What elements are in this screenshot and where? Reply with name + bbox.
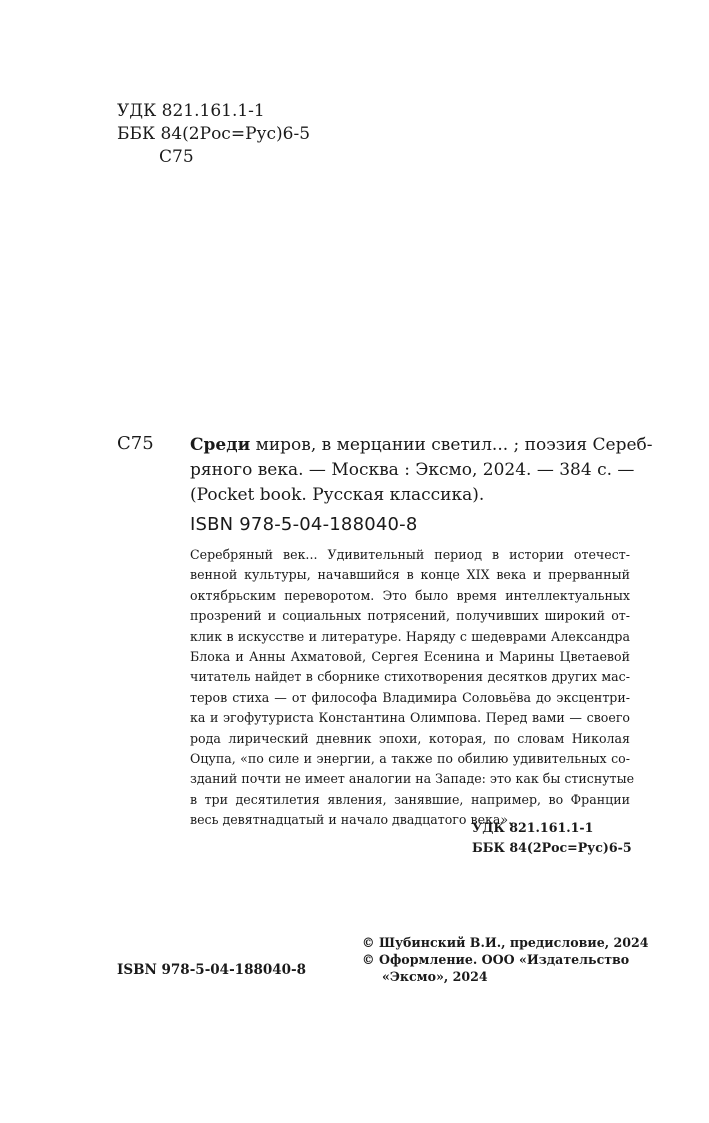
classification-codes-top (117, 100, 310, 169)
annotation-line: в три десятилетия явления, занявшие, например, во Франции (190, 791, 630, 807)
annotation-line: Блока и Анны Ахматовой, Сергея Есенина и Марины Цветаевой (190, 649, 630, 665)
bbk-code: ББК 84(2Рос=Рус)6-5 (472, 840, 632, 855)
author-mark: С75 (117, 433, 154, 454)
annotation-line: клик в искусстве и литературе. Наряду с шедеврами Александра (190, 628, 630, 644)
biblio-line-3: (Pocket book. Русская классика). (190, 485, 485, 505)
annotation-line: рода лирический дневник эпохи, которая, по словам Николая (190, 730, 630, 746)
biblio-line-1 (190, 433, 653, 458)
isbn-record: ISBN 978-5-04-188040-8 (190, 514, 418, 535)
annotation-line: венной культуры, начавшийся в конце XIX века и прерванный (190, 567, 630, 583)
annotation-line: октябрьским переворотом. Это было время интеллектуальных (190, 587, 630, 603)
bibliographic-record (190, 433, 653, 508)
annotation-line: зданий почти не имеет аналогии на Западе: это как бы стиснутые (190, 771, 635, 787)
author-mark-code: С75 (159, 147, 194, 167)
annotation-line: читатель найдет в сборнике стихотворения десятков других мас- (190, 669, 630, 685)
copyright-line: © Оформление. ООО «Издательство (362, 952, 630, 967)
classification-codes-right (472, 818, 632, 858)
biblio-line-2: ряного века. — Москва : Эксмо, 2024. — 384 с. — (190, 460, 635, 480)
copyright-notice (362, 934, 649, 985)
annotation-line: весь девятнадцатый и начало двадцатого века». (190, 812, 513, 828)
title-first-word: Среди (190, 435, 251, 455)
copyright-line: «Эксмо», 2024 (382, 969, 488, 984)
bbk-code: ББК 84(2Рос=Рус)6-5 (117, 124, 311, 144)
udk-code: УДК 821.161.1-1 (472, 820, 594, 835)
annotation-line: Оцупа, «по силе и энергии, а также по обилию удивительных со- (190, 751, 630, 767)
title-rest: миров, в мерцании светил... ; поэзия Сереб- (250, 435, 653, 455)
isbn-footer: ISBN 978-5-04-188040-8 (117, 962, 307, 978)
udk-code: УДК 821.161.1-1 (117, 101, 265, 121)
annotation-line: прозрений и социальных потрясений, получивших широкий от- (190, 608, 630, 624)
annotation-line: Серебряный век... Удивительный период в истории отечест- (190, 547, 630, 562)
annotation (190, 545, 635, 831)
annotation-line: теров стиха — от философа Владимира Соловьёва до эксцентри- (190, 689, 630, 705)
copyright-line: © Шубинский В.И., предисловие, 2024 (362, 935, 649, 950)
annotation-line: ка и эгофутуриста Константина Олимпова. Перед вами — своего (190, 710, 630, 726)
